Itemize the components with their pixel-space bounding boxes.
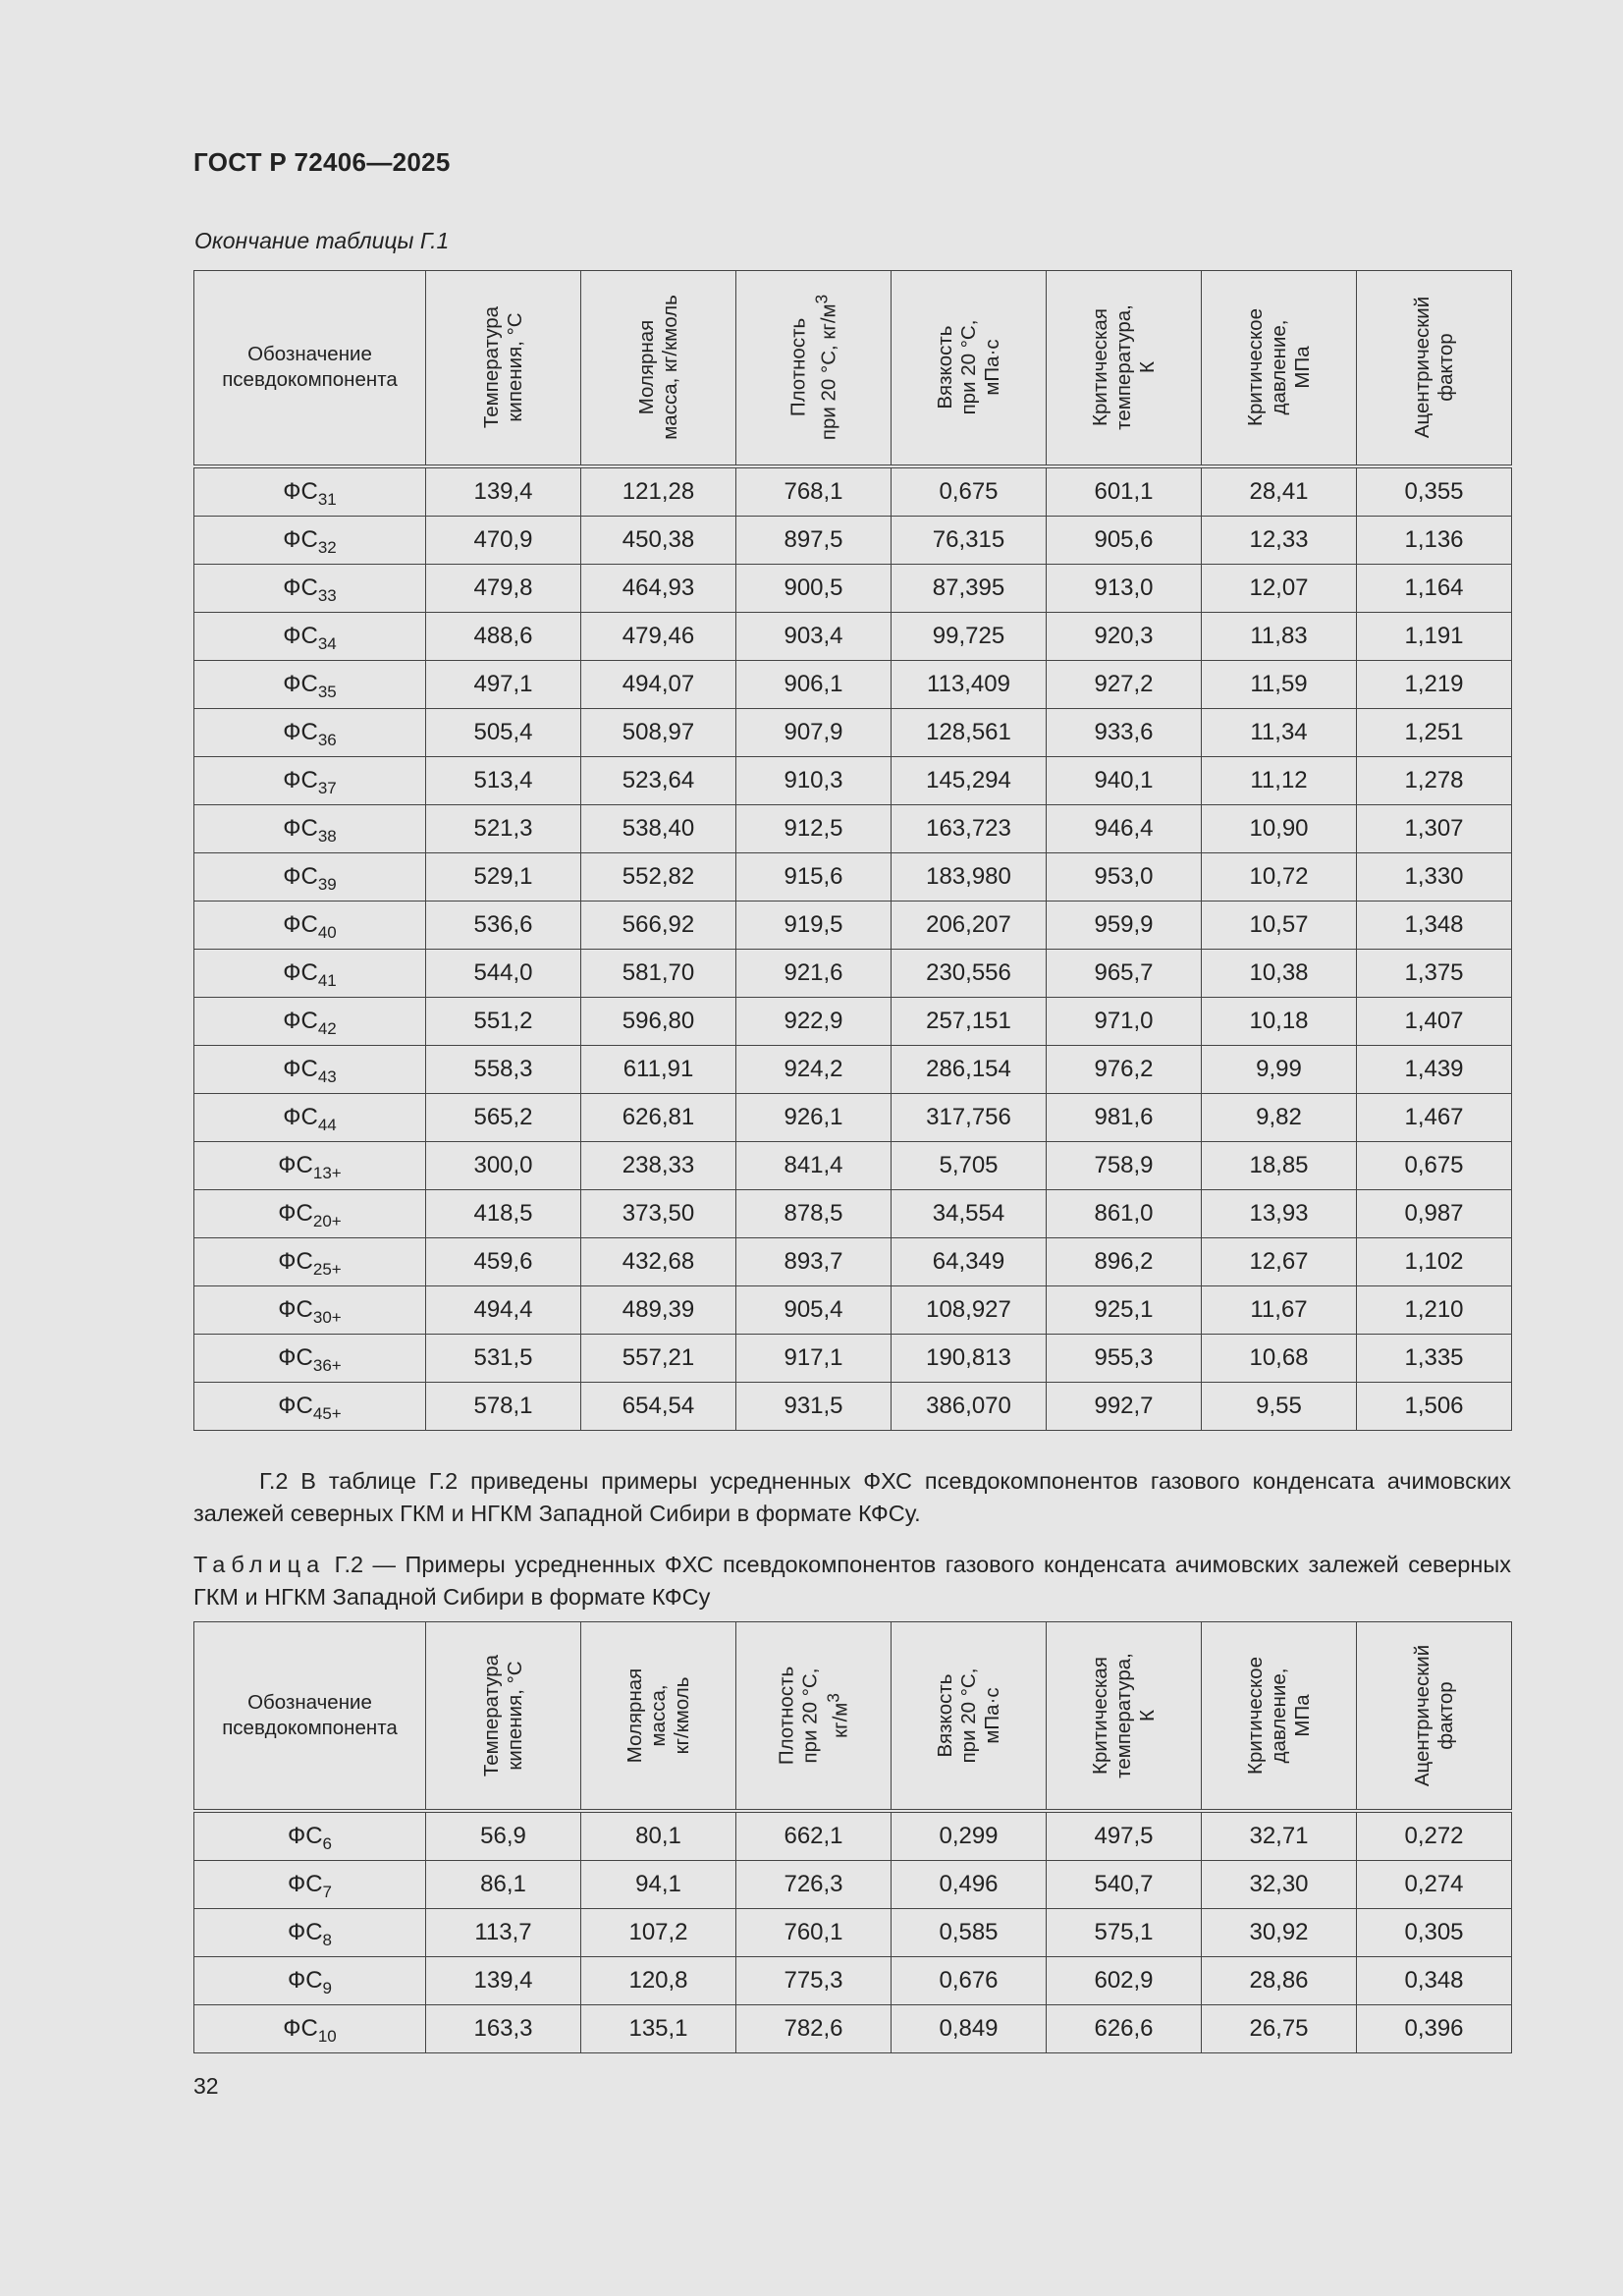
value-cell: 135,1: [581, 2004, 736, 2052]
value-cell: 905,6: [1047, 516, 1202, 564]
value-cell: 99,725: [892, 612, 1047, 660]
value-cell: 94,1: [581, 1860, 736, 1908]
value-cell: 0,348: [1357, 1956, 1512, 2004]
value-cell: 257,151: [892, 997, 1047, 1045]
value-cell: 861,0: [1047, 1189, 1202, 1237]
table-g1-end: [193, 270, 1512, 1431]
value-cell: 183,980: [892, 852, 1047, 901]
component-designation-cell: $ФС_{38}$: [194, 804, 426, 852]
value-cell: 626,6: [1047, 2004, 1202, 2052]
component-designation-cell: $ФС_8$: [194, 1908, 426, 1956]
table-row: [194, 1237, 1512, 1285]
value-cell: 912,5: [736, 804, 892, 852]
value-cell: 163,723: [892, 804, 1047, 852]
table-row: [194, 660, 1512, 708]
value-cell: 12,07: [1202, 564, 1357, 612]
value-cell: 0,849: [892, 2004, 1047, 2052]
value-cell: 1,210: [1357, 1285, 1512, 1334]
header-designation: Обозначение псевдокомпонента: [194, 271, 426, 466]
table-row: [194, 901, 1512, 949]
component-designation-cell: $ФС_{39}$: [194, 852, 426, 901]
header-boiling-temp: Температура кипения, °С: [426, 271, 581, 466]
page-number: 32: [193, 2073, 219, 2099]
component-designation-cell: $ФС_{30+}$: [194, 1285, 426, 1334]
value-cell: 56,9: [426, 1811, 581, 1861]
value-cell: 32,30: [1202, 1860, 1357, 1908]
component-designation-cell: $ФС_9$: [194, 1956, 426, 2004]
value-cell: 557,21: [581, 1334, 736, 1382]
value-cell: 464,93: [581, 564, 736, 612]
table-row: [194, 612, 1512, 660]
value-cell: 538,40: [581, 804, 736, 852]
table-row: [194, 2004, 1512, 2052]
table-row: [194, 1045, 1512, 1093]
component-designation-cell: $ФС_{37}$: [194, 756, 426, 804]
table-row: [194, 1285, 1512, 1334]
value-cell: 317,756: [892, 1093, 1047, 1141]
value-cell: 11,59: [1202, 660, 1357, 708]
table-row: [194, 997, 1512, 1045]
value-cell: 505,4: [426, 708, 581, 756]
value-cell: 768,1: [736, 466, 892, 517]
value-cell: 1,219: [1357, 660, 1512, 708]
value-cell: 13,93: [1202, 1189, 1357, 1237]
value-cell: 238,33: [581, 1141, 736, 1189]
table-continuation-caption: Окончание таблицы Г.1: [194, 228, 450, 253]
value-cell: 508,97: [581, 708, 736, 756]
value-cell: 386,070: [892, 1382, 1047, 1430]
value-cell: 479,8: [426, 564, 581, 612]
component-designation-cell: $ФС_{35}$: [194, 660, 426, 708]
value-cell: 113,409: [892, 660, 1047, 708]
table-g2-caption: Таблица Г.2 — Примеры усредненных ФХС псевдокомпонентов газового конденсата ачимовских залежей северных ГКМ и НГКМ Западной Сибири в формате КФСу: [193, 1552, 1511, 1610]
component-designation-cell: $ФС_{43}$: [194, 1045, 426, 1093]
table-row: [194, 804, 1512, 852]
component-designation-cell: $ФС_{44}$: [194, 1093, 426, 1141]
header-critical-temp: Критическая температура, К: [1047, 271, 1202, 466]
value-cell: 976,2: [1047, 1045, 1202, 1093]
value-cell: 925,1: [1047, 1285, 1202, 1334]
component-designation-cell: $ФС_{45+}$: [194, 1382, 426, 1430]
value-cell: 775,3: [736, 1956, 892, 2004]
header-molar-mass: Молярная масса, кг/кмоль: [581, 1622, 736, 1811]
header-molar-mass: Молярная масса, кг/кмоль: [581, 271, 736, 466]
value-cell: 933,6: [1047, 708, 1202, 756]
value-cell: 602,9: [1047, 1956, 1202, 2004]
value-cell: 626,81: [581, 1093, 736, 1141]
value-cell: 26,75: [1202, 2004, 1357, 2052]
table-row: [194, 1860, 1512, 1908]
value-cell: 300,0: [426, 1141, 581, 1189]
value-cell: 905,4: [736, 1285, 892, 1334]
component-designation-cell: $ФС_{40}$: [194, 901, 426, 949]
component-designation-cell: $ФС_{42}$: [194, 997, 426, 1045]
component-designation-cell: $ФС_{36}$: [194, 708, 426, 756]
value-cell: 34,554: [892, 1189, 1047, 1237]
value-cell: 9,99: [1202, 1045, 1357, 1093]
value-cell: 0,987: [1357, 1189, 1512, 1237]
header-viscosity: Вязкость при 20 °С, мПа·с: [892, 1622, 1047, 1811]
value-cell: 926,1: [736, 1093, 892, 1141]
value-cell: 10,72: [1202, 852, 1357, 901]
component-designation-cell: $ФС_{13+}$: [194, 1141, 426, 1189]
table-row: [194, 1908, 1512, 1956]
value-cell: 10,68: [1202, 1334, 1357, 1382]
value-cell: 992,7: [1047, 1382, 1202, 1430]
value-cell: 529,1: [426, 852, 581, 901]
value-cell: 494,07: [581, 660, 736, 708]
component-designation-cell: $ФС_{31}$: [194, 466, 426, 517]
component-designation-cell: $ФС_{25+}$: [194, 1237, 426, 1285]
header-viscosity: Вязкость при 20 °С, мПа·с: [892, 271, 1047, 466]
table-row: [194, 708, 1512, 756]
value-cell: 479,46: [581, 612, 736, 660]
header-density: Плотность при 20 °С, $кг/м^3$: [736, 1622, 892, 1811]
value-cell: 920,3: [1047, 612, 1202, 660]
value-cell: 0,675: [892, 466, 1047, 517]
table-row: [194, 516, 1512, 564]
value-cell: 523,64: [581, 756, 736, 804]
value-cell: 418,5: [426, 1189, 581, 1237]
component-designation-cell: $ФС_6$: [194, 1811, 426, 1861]
value-cell: 897,5: [736, 516, 892, 564]
value-cell: 1,335: [1357, 1334, 1512, 1382]
value-cell: 121,28: [581, 466, 736, 517]
value-cell: 0,274: [1357, 1860, 1512, 1908]
table-row: [194, 1189, 1512, 1237]
value-cell: 494,4: [426, 1285, 581, 1334]
value-cell: 128,561: [892, 708, 1047, 756]
component-designation-cell: $ФС_{32}$: [194, 516, 426, 564]
value-cell: 10,90: [1202, 804, 1357, 852]
value-cell: 513,4: [426, 756, 581, 804]
table-row: [194, 1093, 1512, 1141]
value-cell: 9,82: [1202, 1093, 1357, 1141]
value-cell: 0,396: [1357, 2004, 1512, 2052]
component-designation-cell: $ФС_{10}$: [194, 2004, 426, 2052]
value-cell: 459,6: [426, 1237, 581, 1285]
header-critical-pressure: Критическое давление, МПа: [1202, 271, 1357, 466]
header-density: Плотность при 20 °С, $кг/м^3$: [736, 271, 892, 466]
value-cell: 910,3: [736, 756, 892, 804]
value-cell: 927,2: [1047, 660, 1202, 708]
table-row: [194, 852, 1512, 901]
value-cell: 601,1: [1047, 466, 1202, 517]
header-critical-temp: Критическая температура, К: [1047, 1622, 1202, 1811]
value-cell: 611,91: [581, 1045, 736, 1093]
value-cell: 760,1: [736, 1908, 892, 1956]
value-cell: 0,299: [892, 1811, 1047, 1861]
value-cell: 0,355: [1357, 466, 1512, 517]
value-cell: 10,38: [1202, 949, 1357, 997]
table-row: [194, 756, 1512, 804]
value-cell: 108,927: [892, 1285, 1047, 1334]
value-cell: 531,5: [426, 1334, 581, 1382]
header-designation: Обозначение псевдокомпонента: [194, 1622, 426, 1811]
value-cell: 906,1: [736, 660, 892, 708]
value-cell: 145,294: [892, 756, 1047, 804]
document-header-title: ГОСТ Р 72406—2025: [193, 147, 451, 177]
value-cell: 596,80: [581, 997, 736, 1045]
value-cell: 0,272: [1357, 1811, 1512, 1861]
value-cell: 1,251: [1357, 708, 1512, 756]
value-cell: 11,67: [1202, 1285, 1357, 1334]
value-cell: 489,39: [581, 1285, 736, 1334]
value-cell: 107,2: [581, 1908, 736, 1956]
component-designation-cell: $ФС_{20+}$: [194, 1189, 426, 1237]
table-g2: [193, 1621, 1512, 2053]
table-row: [194, 1811, 1512, 1861]
value-cell: 1,164: [1357, 564, 1512, 612]
value-cell: 971,0: [1047, 997, 1202, 1045]
value-cell: 900,5: [736, 564, 892, 612]
value-cell: 163,3: [426, 2004, 581, 2052]
value-cell: 113,7: [426, 1908, 581, 1956]
value-cell: 581,70: [581, 949, 736, 997]
value-cell: 552,82: [581, 852, 736, 901]
value-cell: 64,349: [892, 1237, 1047, 1285]
value-cell: 0,585: [892, 1908, 1047, 1956]
value-cell: 87,395: [892, 564, 1047, 612]
value-cell: 1,278: [1357, 756, 1512, 804]
value-cell: 915,6: [736, 852, 892, 901]
value-cell: 896,2: [1047, 1237, 1202, 1285]
value-cell: 955,3: [1047, 1334, 1202, 1382]
value-cell: 878,5: [736, 1189, 892, 1237]
value-cell: 662,1: [736, 1811, 892, 1861]
value-cell: 540,7: [1047, 1860, 1202, 1908]
value-cell: 11,83: [1202, 612, 1357, 660]
value-cell: 575,1: [1047, 1908, 1202, 1956]
value-cell: 120,8: [581, 1956, 736, 2004]
value-cell: 913,0: [1047, 564, 1202, 612]
value-cell: 432,68: [581, 1237, 736, 1285]
value-cell: 450,38: [581, 516, 736, 564]
value-cell: 578,1: [426, 1382, 581, 1430]
value-cell: 11,12: [1202, 756, 1357, 804]
value-cell: 917,1: [736, 1334, 892, 1382]
component-designation-cell: $ФС_{33}$: [194, 564, 426, 612]
value-cell: 544,0: [426, 949, 581, 997]
value-cell: 1,136: [1357, 516, 1512, 564]
value-cell: 139,4: [426, 466, 581, 517]
value-cell: 1,439: [1357, 1045, 1512, 1093]
value-cell: 521,3: [426, 804, 581, 852]
value-cell: 931,5: [736, 1382, 892, 1430]
value-cell: 919,5: [736, 901, 892, 949]
value-cell: 1,191: [1357, 612, 1512, 660]
value-cell: 946,4: [1047, 804, 1202, 852]
value-cell: 28,41: [1202, 466, 1357, 517]
header-acentric-factor: Ацентрический фактор: [1357, 1622, 1512, 1811]
value-cell: 959,9: [1047, 901, 1202, 949]
value-cell: 5,705: [892, 1141, 1047, 1189]
value-cell: 1,467: [1357, 1093, 1512, 1141]
value-cell: 230,556: [892, 949, 1047, 997]
value-cell: 551,2: [426, 997, 581, 1045]
value-cell: 0,305: [1357, 1908, 1512, 1956]
value-cell: 28,86: [1202, 1956, 1357, 2004]
value-cell: 497,5: [1047, 1811, 1202, 1861]
value-cell: 566,92: [581, 901, 736, 949]
value-cell: 190,813: [892, 1334, 1047, 1382]
value-cell: 0,496: [892, 1860, 1047, 1908]
value-cell: 782,6: [736, 2004, 892, 2052]
value-cell: 965,7: [1047, 949, 1202, 997]
value-cell: 76,315: [892, 516, 1047, 564]
value-cell: 726,3: [736, 1860, 892, 1908]
value-cell: 0,675: [1357, 1141, 1512, 1189]
value-cell: 139,4: [426, 1956, 581, 2004]
value-cell: 32,71: [1202, 1811, 1357, 1861]
value-cell: 1,407: [1357, 997, 1512, 1045]
value-cell: 922,9: [736, 997, 892, 1045]
value-cell: 1,307: [1357, 804, 1512, 852]
value-cell: 206,207: [892, 901, 1047, 949]
value-cell: 1,330: [1357, 852, 1512, 901]
value-cell: 373,50: [581, 1189, 736, 1237]
value-cell: 9,55: [1202, 1382, 1357, 1430]
value-cell: 1,506: [1357, 1382, 1512, 1430]
value-cell: 0,676: [892, 1956, 1047, 2004]
value-cell: 10,18: [1202, 997, 1357, 1045]
value-cell: 921,6: [736, 949, 892, 997]
value-cell: 558,3: [426, 1045, 581, 1093]
value-cell: 11,34: [1202, 708, 1357, 756]
value-cell: 565,2: [426, 1093, 581, 1141]
value-cell: 924,2: [736, 1045, 892, 1093]
value-cell: 1,375: [1357, 949, 1512, 997]
table-row: [194, 949, 1512, 997]
value-cell: 470,9: [426, 516, 581, 564]
value-cell: 893,7: [736, 1237, 892, 1285]
value-cell: 981,6: [1047, 1093, 1202, 1141]
value-cell: 1,102: [1357, 1237, 1512, 1285]
value-cell: 841,4: [736, 1141, 892, 1189]
value-cell: 654,54: [581, 1382, 736, 1430]
value-cell: 953,0: [1047, 852, 1202, 901]
value-cell: 758,9: [1047, 1141, 1202, 1189]
component-designation-cell: $ФС_{36+}$: [194, 1334, 426, 1382]
header-boiling-temp: Температура кипения, °С: [426, 1622, 581, 1811]
table-row: [194, 564, 1512, 612]
header-acentric-factor: Ацентрический фактор: [1357, 271, 1512, 466]
value-cell: 497,1: [426, 660, 581, 708]
value-cell: 1,348: [1357, 901, 1512, 949]
component-designation-cell: $ФС_7$: [194, 1860, 426, 1908]
table-row: [194, 1141, 1512, 1189]
header-critical-pressure: Критическое давление, МПа: [1202, 1622, 1357, 1811]
value-cell: 80,1: [581, 1811, 736, 1861]
value-cell: 536,6: [426, 901, 581, 949]
table-row: [194, 466, 1512, 517]
paragraph-g2: Г.2 В таблице Г.2 приведены примеры усредненных ФХС псевдокомпонентов газового конденсата ачимовских залежей северных ГКМ и НГКМ Западной Сибири в формате КФСу.: [193, 1468, 1511, 1526]
value-cell: 940,1: [1047, 756, 1202, 804]
value-cell: 907,9: [736, 708, 892, 756]
value-cell: 12,67: [1202, 1237, 1357, 1285]
value-cell: 903,4: [736, 612, 892, 660]
component-designation-cell: $ФС_{41}$: [194, 949, 426, 997]
value-cell: 12,33: [1202, 516, 1357, 564]
value-cell: 10,57: [1202, 901, 1357, 949]
value-cell: 18,85: [1202, 1141, 1357, 1189]
component-designation-cell: $ФС_{34}$: [194, 612, 426, 660]
value-cell: 86,1: [426, 1860, 581, 1908]
value-cell: 30,92: [1202, 1908, 1357, 1956]
value-cell: 286,154: [892, 1045, 1047, 1093]
table-row: [194, 1334, 1512, 1382]
table-row: [194, 1382, 1512, 1430]
value-cell: 488,6: [426, 612, 581, 660]
table-row: [194, 1956, 1512, 2004]
